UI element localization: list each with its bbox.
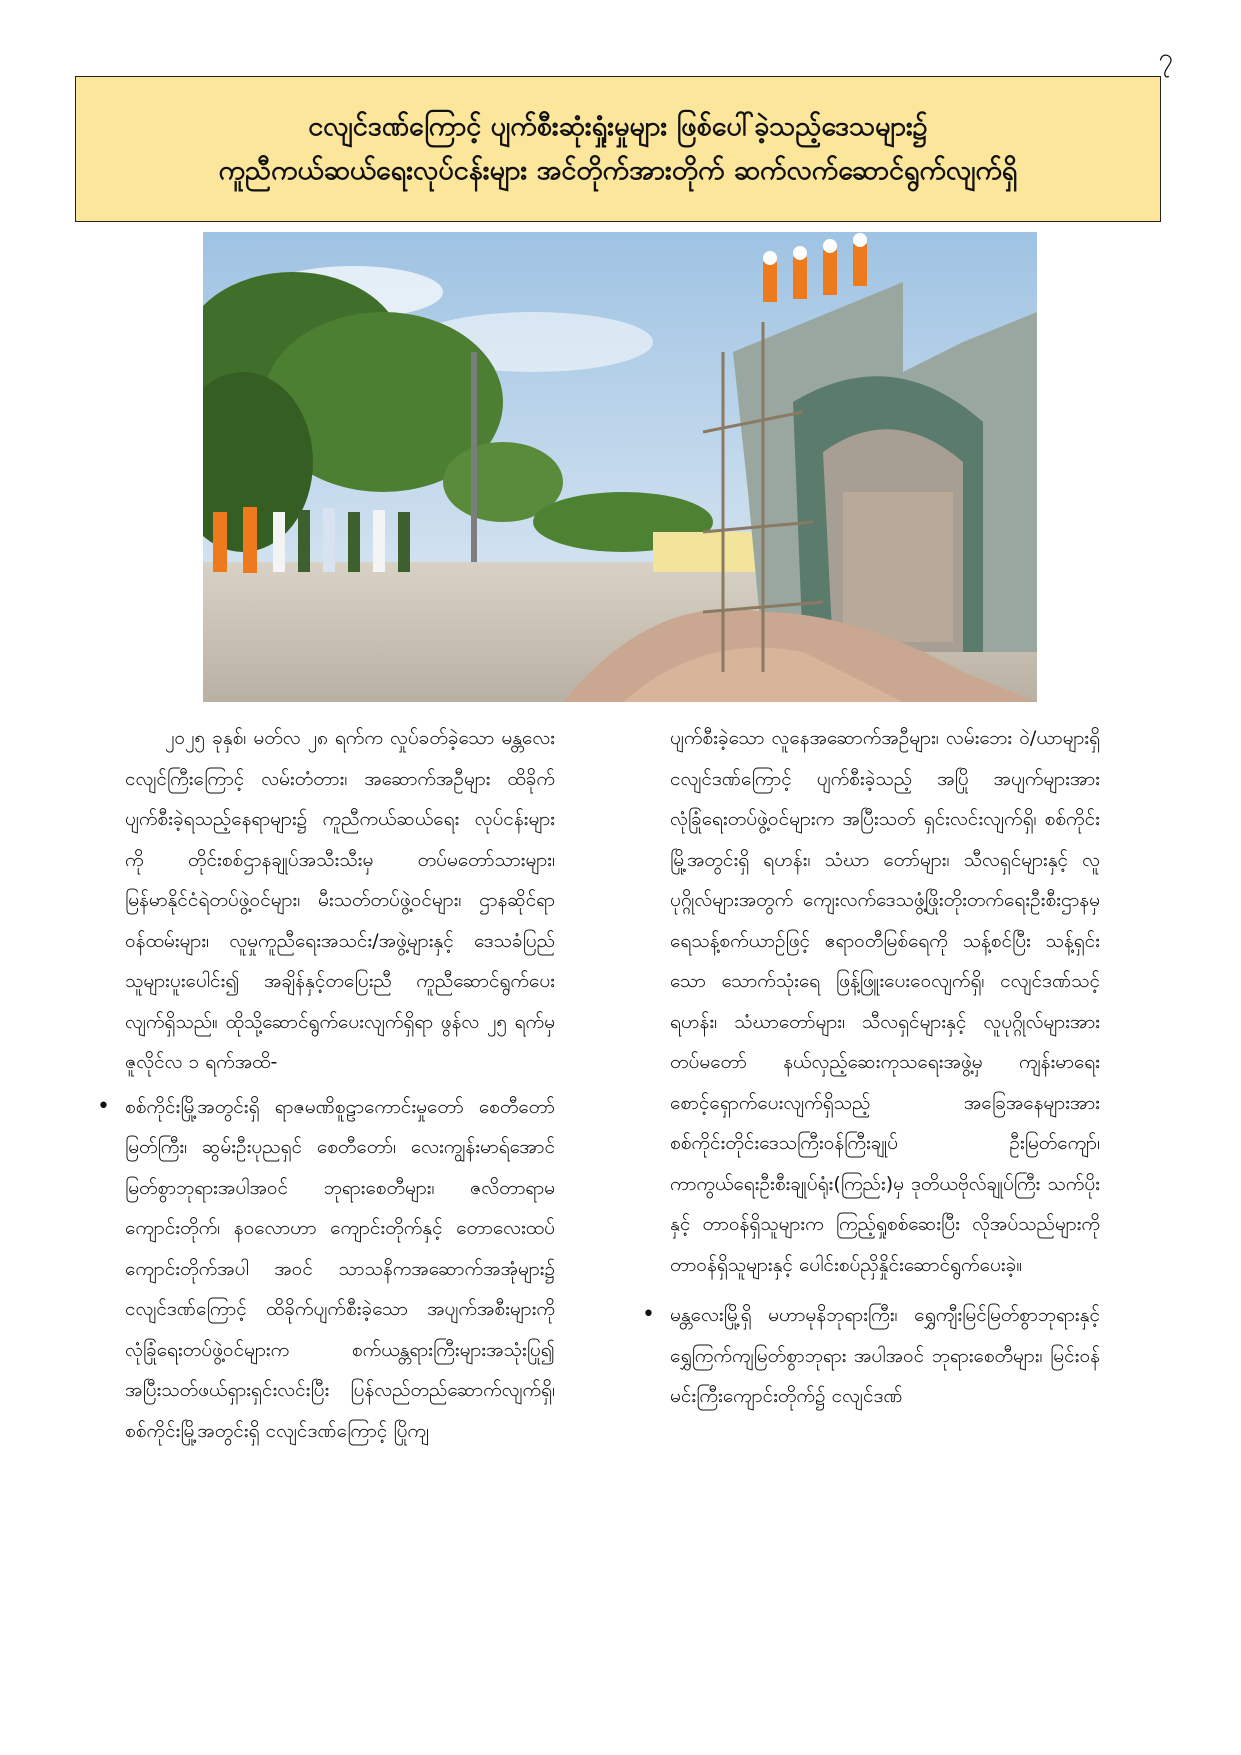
intro-paragraph: ၂၀၂၅ ခုနှစ်၊ မတ်လ ၂၈ ရက်က လှုပ်ခတ်ခဲ့သော မန္တလေးငလျင်ကြီးကြောင့် လမ်းတံတား၊ အဆောက်အဦများ ထိခိုက်ပျက်စီးခဲ့ရသည့်နေရာများ၌ ကူညီကယ်ဆယ်ရေး လုပ်ငန်းများကို တိုင်းစစ်ဌာနချုပ်အသီးသီးမှ တပ်မတော်သားများ၊ မြန်မာနိုင်ငံရဲတပ်ဖွဲ့ဝင်များ၊ မီးသတ်တပ်ဖွဲ့ဝင်များ၊ ဌာနဆိုင်ရာဝန်ထမ်းများ၊ လူမှုကူညီရေးအသင်း/အဖွဲ့များနှင့် ဒေသခံပြည်သူများပူးပေါင်း၍ အချိန်နှင့်တပြေးညီ ကူညီဆောင်ရွက်ပေးလျက်ရှိသည်။ ထိုသို့ဆောင်ရွက်ပေးလျက်ရှိရာ ဖွန်လ ၂၅ ရက်မှ ဇူလိုင်လ ၁ ရက်အထိ-: [125, 727, 555, 1073]
bullet-icon: •: [642, 1302, 655, 1327]
bullet-text-2: မန္တလေးမြို့ရှိ မဟာမုနိဘုရားကြီး၊ ရွှေကျီးမြင်မြတ်စွာဘုရားနှင့် ရွှေကြက်ကျမြတ်စွာဘုရား အပါအဝင် ဘုရားစေတီများ၊ မြင်းဝန်မင်းကြီးကျောင်းတိုက်၌ ငလျင်ဒဏ်: [670, 1304, 1100, 1407]
bullet-text-1: စစ်ကိုင်းမြို့အတွင်းရှိ ရာဇမဏိစူဠာကောင်းမှုတော် စေတီတော်မြတ်ကြီး၊ ဆွမ်းဦးပုညရှင် စေတီတော်၊ လေးကျွန်းမာရ်အောင်မြတ်စွာဘုရားအပါအဝင် ဘုရားစေတီများ၊ ဇလိတာရာမ ကျောင်းတိုက်၊ နဝလောဟာ ကျောင်းတိုက်နှင့် တောလေးထပ်ကျောင်းတိုက်အပါ အဝင် သာသနိကအဆောက်အအုံများ၌ ငလျင်ဒဏ်ကြောင့် ထိခိုက်ပျက်စီးခဲ့သော အပျက်အစီးများကို လုံခြုံရေးတပ်ဖွဲ့ဝင်များက စက်ယန္တရားကြီးများအသုံးပြု၍ အပြီးသတ်ဖယ်ရှားရှင်းလင်းပြီး ပြန်လည်တည်ဆောက်လျက်ရှိ၊ စစ်ကိုင်းမြို့အတွင်းရှိ ငလျင်ဒဏ်ကြောင့် ပြိုကျ: [125, 1095, 555, 1442]
bullet-icon: •: [97, 1093, 110, 1119]
page-number: ၇: [1158, 43, 1173, 73]
headline-line-1: ငလျင်ဒဏ်ကြောင့် ပျက်စီးဆုံးရှုံးမှုများ ဖြစ်ပေါ်ခဲ့သည့်ဒေသများ၌: [308, 111, 928, 143]
bullet-item-1: [97, 1087, 555, 1452]
headline-box: [75, 76, 1161, 222]
photo-illustration: [203, 232, 1037, 702]
right-column: [642, 718, 1100, 1417]
headline-line-2: ကူညီကယ်ဆယ်ရေးလုပ်ငန်းများ အင်တိုက်အားတိုက် ဆက်လက်ဆောင်ရွက်လျက်ရှိ: [218, 155, 1018, 186]
continued-paragraph: ပျက်စီးခဲ့သော လူနေအဆောက်အဦများ၊ လမ်းဘေး ဝဲ/ယာများရှိ ငလျင်ဒဏ်ကြောင့် ပျက်စီးခဲ့သည့် အပြို အပျက်များအား လုံခြုံရေးတပ်ဖွဲ့ဝင်များက အပြီးသတ် ရှင်းလင်းလျက်ရှိ၊ စစ်ကိုင်းမြို့အတွင်းရှိ ရဟန်း၊ သံဃာ တော်များ၊ သီလရှင်များနှင့် လူပုဂ္ဂိုလ်များအတွက် ကျေးလက်ဒေသဖွံ့ဖြိုးတိုးတက်ရေးဦးစီးဌာနမှ ရေသန့်စက်ယာဉ်ဖြင့် ဧရာဝတီမြစ်ရေကို သန့်စင်ပြီး သန့်ရှင်းသော သောက်သုံးရေ ဖြန့်ဖြူးပေးဝေလျက်ရှိ၊ ငလျင်ဒဏ်သင့် ရဟန်း၊ သံဃာတော်များ၊ သီလရှင်များနှင့် လူပုဂ္ဂိုလ်များအား တပ်မတော် နယ်လှည့်ဆေးကုသရေးအဖွဲ့မှ ကျန်းမာရေးစောင့်ရှောက်ပေးလျက်ရှိသည့် အခြေအနေများအား စစ်ကိုင်းတိုင်းဒေသကြီးဝန်ကြီးချုပ် ဦးမြတ်ကျော်၊ ကာကွယ်ရေးဦးစီးချုပ်ရုံး(ကြည်း)မှ ဒုတိယဗိုလ်ချုပ်ကြီး သက်ပိုးနှင့် တာဝန်ရှိသူများက ကြည့်ရှုစစ်ဆေးပြီး လိုအပ်သည်များကို တာဝန်ရှိသူများနှင့် ပေါင်းစပ်ညှိနှိုင်းဆောင်ရွက်ပေးခဲ့။: [670, 727, 1100, 1276]
bullet-item-2: [642, 1295, 1100, 1417]
left-column: [97, 718, 555, 1451]
news-photo: [203, 232, 1037, 702]
